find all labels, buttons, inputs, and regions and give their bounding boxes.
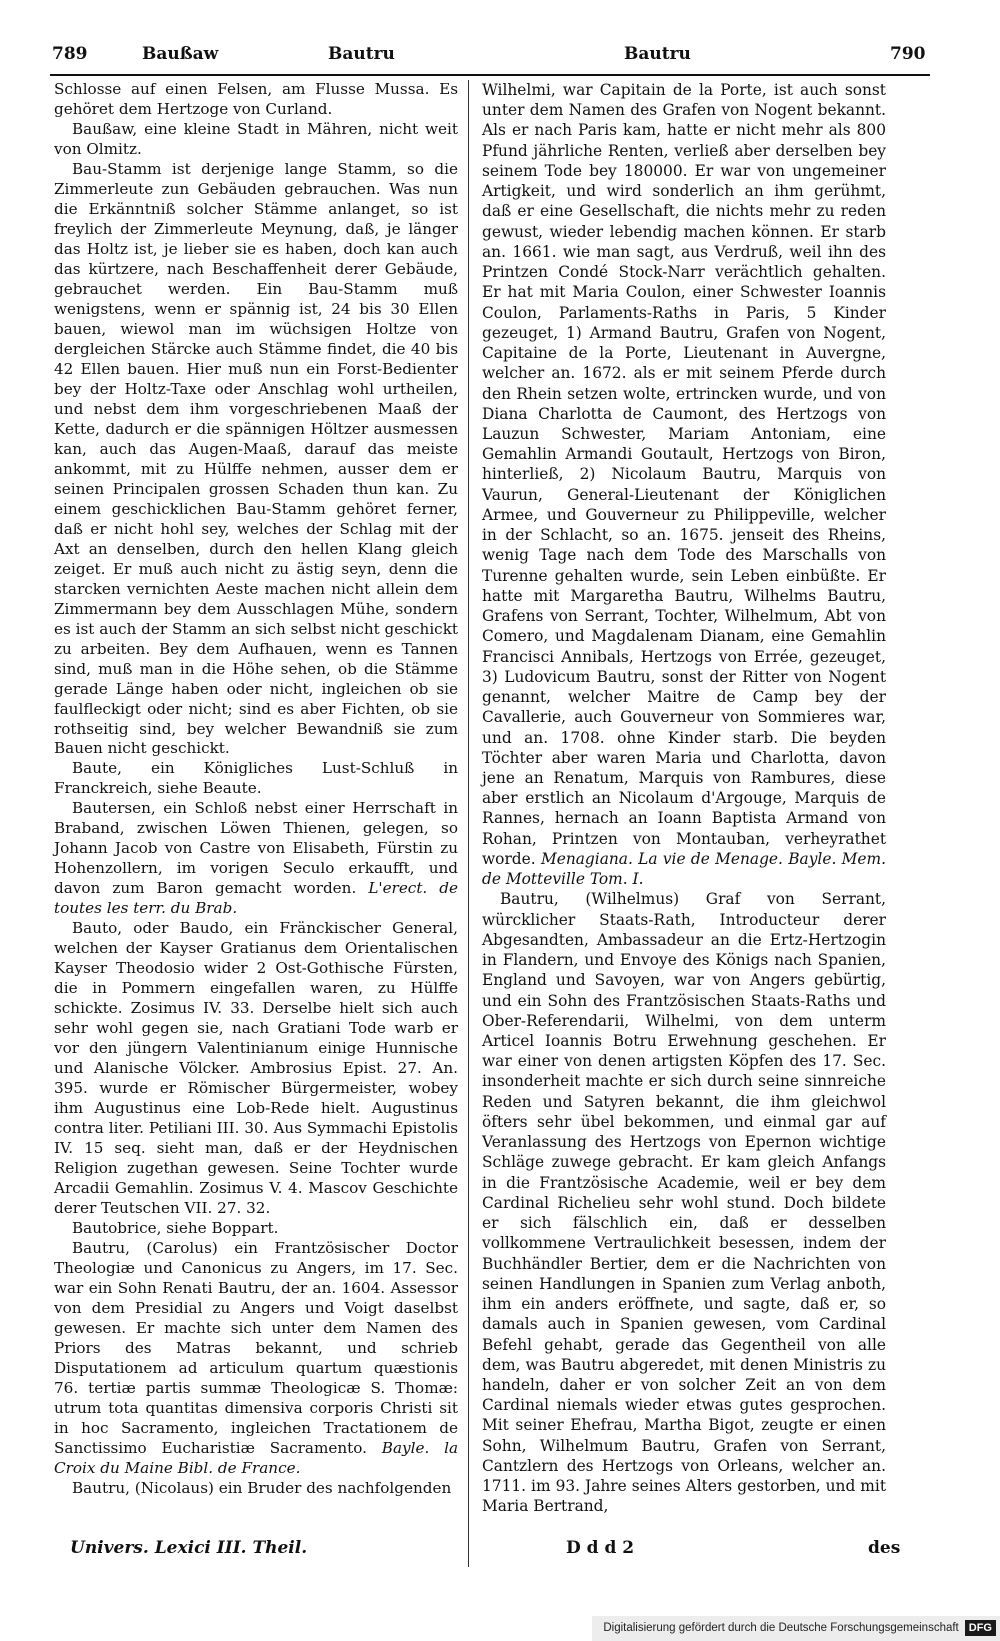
digitization-footer <box>592 1616 1000 1641</box>
entry-text: Bau-Stamm ist derjenige lange Stamm, so die Zimmerleute zun Gebäuden gebrauchen. Was nun die Erkänntniß solcher Stämme anlanget, so ist freylich der Zimmerleute Meynung, daß, je länger das Holtz ist, je lieber sie es haben, doch kan auch das kürtzere, nach Beschaffenheit derer Gebäude, gebrauchet werden. Ein Bau-Stamm muß wenigstens, wenn er spännig ist, 24 bis 30 Ellen bauen, wiewol man im wüchsigen Holtze von dergleichen Stärcke auch Stämme findet, die 40 bis 42 Ellen bauen. Hier muß nun ein Forst-Bedienter bey der Holtz-Taxe oder Anschlag wohl urtheilen, und nebst dem ihm vorgeschriebenen Maaß der Kette, dadurch er die spännigen Höltzer ausmessen kan, auch das Augen-Maaß, darauf das meiste ankommt, mit zu Hülffe nehmen, ausser dem er seinen Principalen grossen Schaden thun kan. Zu einem geschicklichen Bau-Stamm gehöret ferner, daß er nicht hohl sey, welches der Schlag mit der Axt an denselben, durch den hellen Klang gleich zeiget. Er muß auch nicht zu ästig seyn, denn die starcken vernichten Aeste machen nicht allein dem Zimmermann bey dem Ausschlagen Mühe, sondern es ist auch der Stamm an sich selbst nicht geschickt zu arbeiten. Bey dem Aufhauen, wenn es Tannen sind, muß man in die Höhe sehen, ob die Stämme gerade Länge haben oder nicht, ingleichen ob sie faulfleckigt oder nicht; sind es aber Fichten, ob sie rothseitig sind, bey welcher Bewandniß sie zum Bauen nicht geschickt. <box>54 159 458 758</box>
right-column <box>482 80 886 1517</box>
column-divider <box>468 80 469 1567</box>
entry-text: Bautru, (Wilhelmus) Graf von Serrant, würcklicher Staats-Rath, Introducteur derer Abgesandten, Ambassadeur an die Ertz-Hertzogin in Flandern, und Envoye des Königs nach Spanien, England und Savoyen, war von Angers gebürtig, und ein Sohn des Frantzösischen Staats-Raths und Ober-Referendarii, Wilhelmi, von dem unterm Articel Ioannis Botru Erwehnung geschehen. Er war einer von denen artigsten Köpfen des 17. Sec. insonderheit machte er sich durch seine sinnreiche Reden und Satyren bekannt, die ihm gleichwol öfters sehr übel bekommen, und einmal gar auf Veranlassung des Hertzogs von Epernon wichtige Schläge zuwege gebracht. Er kam gleich Anfangs in die Frantzösische Academie, weil er bey dem Cardinal Richelieu sehr wohl stund. Doch bildete er sich fälschlich ein, daß er desselben vollkommene Vertraulichkeit besessen, indem der Buchhändler Bertier, dem er die Nachrichten von seinen Handlungen in Spanien zum Verlag anboth, ihm ein anders eröffnete, und sagte, daß er, so damals auch in Spanien gewesen, vom Cardinal Befehl gehabt, gerade das Gegentheil von alle dem, was Bautru abgeredet, mit denen Ministris zu handeln, daher er von solcher Zeit an von dem Cardinal niemals wieder etwas gutes gesprochen. Mit seiner Ehefrau, Martha Bigot, zeugte er einen Sohn, Wilhelmum Bautru, Grafen von Serrant, Cantzlern des Hertzogs von Orleans, welcher an. 1711. im 93. Jahre seines Alters gestorben, und mit Maria Bertrand, <box>482 890 886 1516</box>
running-head-center-right: Bautru <box>624 44 691 64</box>
entry-paragraph <box>54 1239 458 1479</box>
page-number-left: 789 <box>52 44 88 64</box>
entry-paragraph <box>482 80 886 889</box>
entry-paragraph <box>54 759 458 799</box>
left-column <box>54 80 458 1499</box>
entry-paragraph <box>54 799 458 919</box>
entry-text: Bauto, oder Baudo, ein Fränckischer General, welchen der Kayser Gratianus dem Orientalischen Kayser Theodosio wider 2 Ost-Gothische Fürsten, die in Pommern eingefallen waren, zu Hülffe schickte. Zosimus IV. 33. Derselbe hielt sich auch sehr wohl gegen sie, nach Gratiani Tode warb er vor den jüngern Valentinianum einige Hunnische und Alanische Völcker. Ambrosius Epist. 27. An. 395. wurde er Römischer Bürgermeister, wobey ihm Augustinus eine Lob-Rede hielt. Augustinus contra liter. Petiliani III. 30. Aus Symmachi Epistolis IV. 15 seq. sieht man, daß er der Heydnischen Religion zugethan gewesen. Seine Tochter wurde Arcadii Gemahlin. Zosimus V. 4. Mascov Geschichte derer Teutschen VII. 27. 32. <box>54 919 458 1218</box>
entry-text: Wilhelmi, war Capitain de la Porte, ist auch sonst unter dem Namen des Grafen von Nogent bekannt. Als er nach Paris kam, hatte er nicht mehr als 800 Pfund jährliche Renten, verließ aber derselben bey seinem Tode bey 180000. Er war von ungemeiner Artigkeit, und wird sonderlich an ihm gerühmt, daß er eine Gesellschaft, die nichts mehr zu reden gewust, wieder lebendig machen können. Er starb an. 1661. wie man sagt, aus Verdruß, weil ihn des Printzen Condé Stock-Narr verächtlich gehalten. Er hat mit Maria Coulon, einer Schwester Ioannis Coulon, Parlaments-Raths in Paris, 5 Kinder gezeuget, 1) Armand Bautru, Grafen von Nogent, Capitaine de la Porte, Lieutenant in Auvergne, welcher an. 1672. als er mit seinem Pferde durch den Rhein setzen wolte, ertrincken wurde, und von Diana Charlotta de Caumont, des Hertzogs von Lauzun Schwester, Mariam Antoniam, eine Gemahlin Armandi Goutault, Hertzogs von Biron, hinterließ, 2) Nicolaum Bautru, Marquis von Vaurun, General-Lieutenant der Königlichen Armee, und Gouverneur zu Philippeville, welcher in der Schlacht, so an. 1675. jenseit des Rheins, wenig Tage nach dem Tode des Marschalls von Turenne gehalten wurde, sein Leben einbüßte. Er hatte mit Margaretha Bautru, Wilhelms Bautru, Grafens von Serrant, Tochter, Wilhelmum, Abt von Comero, und Magdalenam Dianam, eine Gemahlin Francisci Annibals, Hertzogs von Errée, gezeuget, 3) Ludovicum Bautru, sonst der Ritter von Nogent genannt, welcher Maitre de Camp bey der Cavallerie, auch Gouverneur von Sommieres war, und an. 1708. ohne Kinder starb. Die beyden Töchter aber waren Maria und Charlotta, davon jene an Renatum, Marquis von Rambures, diese aber erstlich an Nicolaum d'Argouge, Marquis de Rannes, hernach an Ioann Baptista Armand von Rohan, Printzen von Montauban, verheyrathet worde. <box>482 81 886 868</box>
entry-citation: Bayle. la Croix du Maine Bibl. de France. <box>54 1438 459 1477</box>
running-head-left: Baußaw <box>142 44 219 64</box>
signature-left: Univers. Lexici III. Theil. <box>70 1538 308 1558</box>
entry-text: Baußaw, eine kleine Stadt in Mähren, nicht weit von Olmitz. <box>54 119 458 158</box>
entry-paragraph <box>54 919 458 1219</box>
page-number-right: 790 <box>890 44 926 64</box>
entry-text: Baute, ein Königliches Lust-Schluß in Franckreich, siehe Beaute. <box>54 759 458 798</box>
entry-text: Schlosse auf einen Felsen, am Flusse Mussa. Es gehöret dem Hertzoge von Curland. <box>54 80 458 118</box>
footer-text: Digitalisierung gefördert durch die Deutsche Forschungsgemeinschaft <box>603 1622 959 1634</box>
entry-paragraph <box>54 80 458 120</box>
entry-citation: Menagiana. La vie de Menage. Bayle. Mem. de Motteville Tom. I. <box>482 849 886 889</box>
entry-citation: L'erect. de toutes les terr. du Brab. <box>54 879 458 918</box>
entry-paragraph <box>54 1219 458 1239</box>
entry-paragraph <box>54 160 458 760</box>
catchword: des <box>868 1538 901 1558</box>
entry-paragraph <box>54 1479 458 1499</box>
header-rule <box>50 74 930 76</box>
entry-text: Bautru, (Nicolaus) ein Bruder des nachfolgenden <box>72 1478 452 1497</box>
entry-text: Bautobrice, siehe Boppart. <box>72 1219 279 1238</box>
entry-text: Bautersen, ein Schloß nebst einer Herrschaft in Braband, zwischen Löwen Thienen, gelegen, so Johann Jacob von Castre von Elisabeth, Fürstin zu Hohenzollern, im vorigen Seculo erkaufft, und davon zum Baron gemacht worden. <box>54 799 458 898</box>
signature-mark: D d d 2 <box>566 1538 635 1558</box>
entry-paragraph <box>482 889 886 1516</box>
dfg-logo-icon: DFG <box>965 1620 996 1636</box>
page-header <box>50 44 930 72</box>
running-head-center-left: Bautru <box>328 44 395 64</box>
entry-paragraph <box>54 120 458 160</box>
entry-text: Bautru, (Carolus) ein Frantzösischer Doctor Theologiæ und Canonicus zu Angers, im 17. Sec. war ein Sohn Renati Bautru, der an. 1604. Assessor von dem Presidial zu Angers und Voigt daselbst gewesen. Er machte sich unter dem Namen des Priors des Matras bekannt, und schrieb Disputationem ad articulum quartum quæstionis 76. tertiæ partis summæ Theologicæ S. Thomæ: utrum tota quantitas dimensiva corporis Christi sit in hoc Sacramento, ingleichen Tractationem de Sanctissimo Eucharistiæ Sacramento. <box>54 1239 458 1457</box>
